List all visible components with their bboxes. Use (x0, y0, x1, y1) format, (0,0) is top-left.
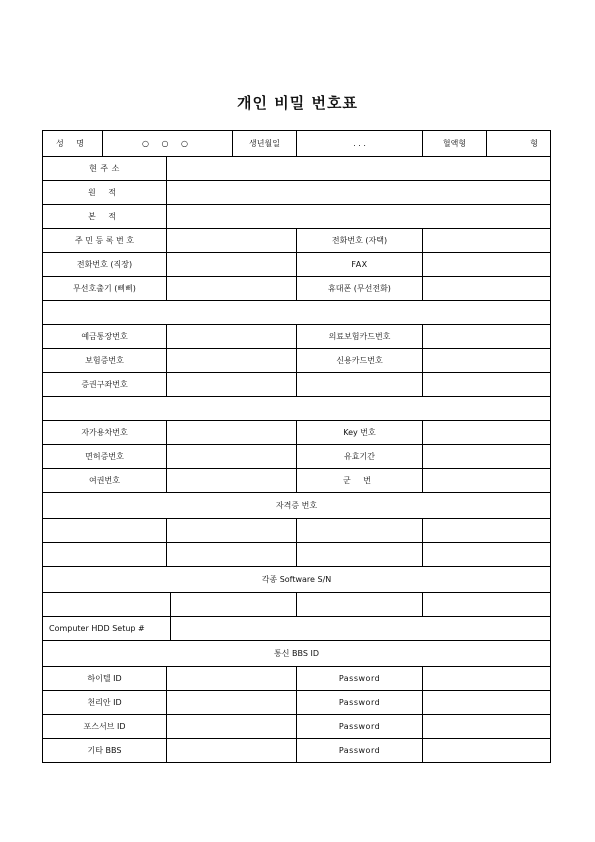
medical-card-value[interactable] (423, 325, 551, 349)
table-row (43, 349, 551, 373)
home-phone-label: 전화번호 (자택) (297, 229, 423, 253)
table-row (43, 593, 551, 617)
mobile-label: 휴대폰 (무선전화) (297, 277, 423, 301)
table-row (43, 715, 551, 739)
hdd-setup-label: Computer HDD Setup # (43, 617, 171, 641)
car-no-value[interactable] (167, 421, 297, 445)
software-cell[interactable] (297, 593, 423, 617)
password-form-table (42, 130, 551, 763)
software-cell[interactable] (423, 593, 551, 617)
table-row (43, 325, 551, 349)
spacer-row (43, 397, 551, 421)
resident-no-label: 주 민 등 록 번 호 (43, 229, 167, 253)
chollian-id-label: 천리안 ID (43, 691, 167, 715)
insurance-no-value[interactable] (167, 349, 297, 373)
other-bbs-password-value[interactable] (423, 739, 551, 763)
hdd-setup-value[interactable] (171, 617, 551, 641)
domicile-label: 본 적 (43, 205, 167, 229)
table-row (43, 373, 551, 397)
forcerv-id-label: 포스서브 ID (43, 715, 167, 739)
table-row (43, 229, 551, 253)
blood-label: 혈액형 (423, 131, 487, 157)
certificate-cell[interactable] (43, 543, 167, 567)
table-row (43, 543, 551, 567)
table-row (43, 157, 551, 181)
certificate-cell[interactable] (167, 519, 297, 543)
table-row (43, 641, 551, 667)
mobile-value[interactable] (423, 277, 551, 301)
medical-card-label: 의료보험카드번호 (297, 325, 423, 349)
key-no-value[interactable] (423, 421, 551, 445)
table-row (43, 131, 551, 157)
certificate-cell[interactable] (43, 519, 167, 543)
pager-label: 무선호출기 (삐삐) (43, 277, 167, 301)
address-label: 현 주 소 (43, 157, 167, 181)
hitel-password-value[interactable] (423, 667, 551, 691)
pager-value[interactable] (167, 277, 297, 301)
home-phone-value[interactable] (423, 229, 551, 253)
birth-label: 생년월일 (233, 131, 297, 157)
chollian-id-value[interactable] (167, 691, 297, 715)
table-row (43, 445, 551, 469)
certificate-cell[interactable] (297, 543, 423, 567)
certificate-cell[interactable] (297, 519, 423, 543)
table-row (43, 519, 551, 543)
address-value[interactable] (167, 157, 551, 181)
certificate-cell[interactable] (167, 543, 297, 567)
password-label: Password (297, 667, 423, 691)
blood-value[interactable]: 형 (487, 131, 551, 157)
car-no-label: 자가용차번호 (43, 421, 167, 445)
license-no-value[interactable] (167, 445, 297, 469)
origin-value[interactable] (167, 181, 551, 205)
hitel-id-value[interactable] (167, 667, 297, 691)
valid-period-value[interactable] (423, 445, 551, 469)
bbs-header: 통신 BBS ID (43, 641, 551, 667)
spacer-row (43, 301, 551, 325)
table-row (43, 493, 551, 519)
military-no-value[interactable] (423, 469, 551, 493)
credit-card-label: 신용카드번호 (297, 349, 423, 373)
work-phone-label: 전화번호 (직장) (43, 253, 167, 277)
name-value[interactable]: ○ ○ ○ (103, 131, 233, 157)
chollian-password-value[interactable] (423, 691, 551, 715)
domicile-value[interactable] (167, 205, 551, 229)
certificate-header: 자격증 번호 (43, 493, 551, 519)
software-header: 각종 Software S/N (43, 567, 551, 593)
credit-card-value[interactable] (423, 349, 551, 373)
military-no-label: 군 번 (297, 469, 423, 493)
password-label: Password (297, 715, 423, 739)
page-title: 개인 비밀 번호표 (237, 94, 358, 112)
table-row (43, 469, 551, 493)
resident-no-value[interactable] (167, 229, 297, 253)
forcerv-password-value[interactable] (423, 715, 551, 739)
bank-account-label: 예금통장번호 (43, 325, 167, 349)
certificate-cell[interactable] (423, 519, 551, 543)
fax-value[interactable] (423, 253, 551, 277)
securities-account-label: 증권구좌번호 (43, 373, 167, 397)
table-row (43, 739, 551, 763)
certificate-cell[interactable] (423, 543, 551, 567)
hitel-id-label: 하이텔 ID (43, 667, 167, 691)
passport-no-value[interactable] (167, 469, 297, 493)
origin-label: 원 적 (43, 181, 167, 205)
table-row (43, 205, 551, 229)
license-no-label: 면허증번호 (43, 445, 167, 469)
software-cell[interactable] (171, 593, 297, 617)
forcerv-id-value[interactable] (167, 715, 297, 739)
valid-period-label: 유효기간 (297, 445, 423, 469)
blank-cell (43, 301, 551, 325)
other-bbs-label: 기타 BBS (43, 739, 167, 763)
name-label: 성 명 (43, 131, 103, 157)
other-bbs-value[interactable] (167, 739, 297, 763)
fax-label: FAX (297, 253, 423, 277)
blank-cell (297, 373, 423, 397)
password-label: Password (297, 739, 423, 763)
table-row (43, 181, 551, 205)
insurance-no-label: 보험증번호 (43, 349, 167, 373)
blank-cell (423, 373, 551, 397)
birth-value[interactable]: . . . (297, 131, 423, 157)
passport-no-label: 여권번호 (43, 469, 167, 493)
table-row (43, 277, 551, 301)
blank-cell (43, 397, 551, 421)
table-row (43, 617, 551, 641)
bank-account-value[interactable] (167, 325, 297, 349)
work-phone-value[interactable] (167, 253, 297, 277)
table-row (43, 421, 551, 445)
password-label: Password (297, 691, 423, 715)
key-no-label: Key 번호 (297, 421, 423, 445)
table-row (43, 253, 551, 277)
software-cell[interactable] (43, 593, 171, 617)
table-row (43, 667, 551, 691)
table-row (43, 567, 551, 593)
securities-account-value[interactable] (167, 373, 297, 397)
table-row (43, 691, 551, 715)
